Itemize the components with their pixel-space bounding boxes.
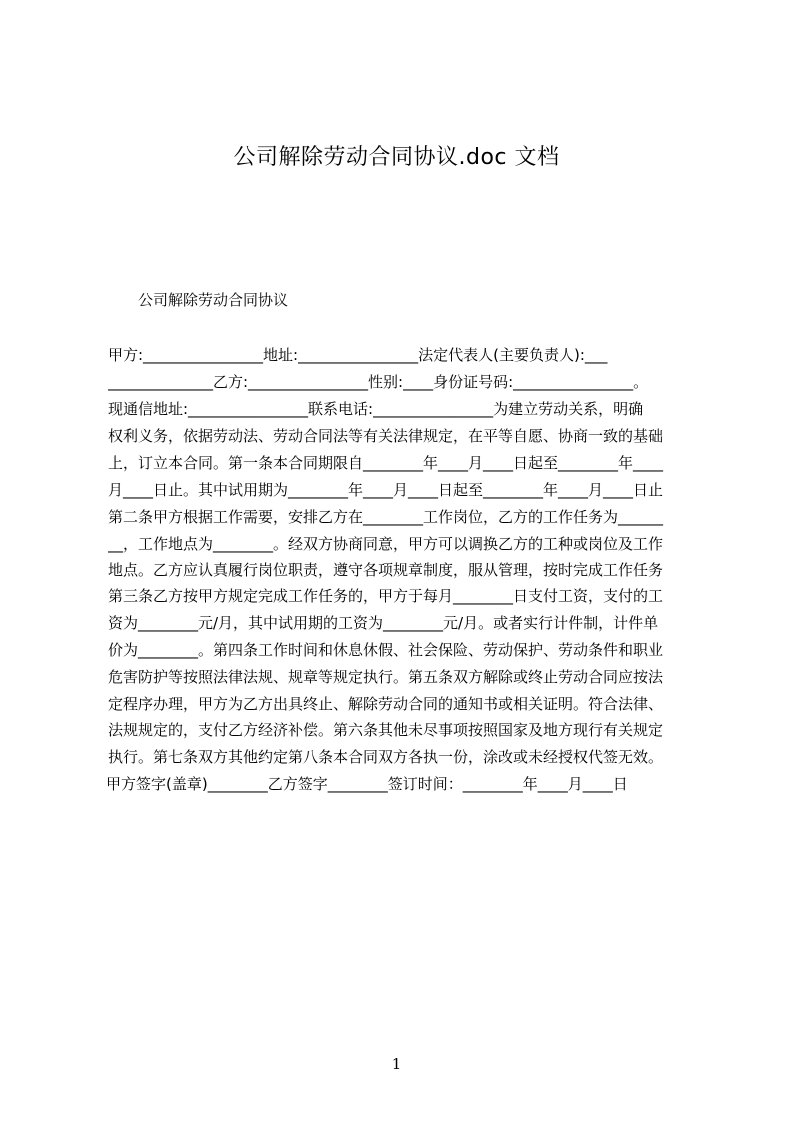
body-line: __，工作地点为________。经双方协商同意，甲方可以调换乙方的工种或岗位及工作 <box>108 535 664 553</box>
body-line: 甲方:________________地址:________________法定代表人(主要负责人):___ <box>108 346 608 364</box>
body-line: 地点。乙方应认真履行岗位职责，遵守各项规章制度，服从管理，按时完成工作任务 <box>108 561 664 579</box>
body-line: 现通信地址:________________联系电话:________________为建立劳动关系，明确 <box>108 400 644 418</box>
body-line: 定程序办理，甲方为乙方出具终止、解除劳动合同的通知书或相关证明。符合法律、 <box>108 695 664 713</box>
body-line: ______________乙方:________________性别:____身份证号码:________________。 <box>108 373 649 391</box>
page-number: 1 <box>391 1055 402 1073</box>
document-title: 公司解除劳动合同协议.doc 文档 <box>233 145 560 170</box>
signature-line: 甲方签字(盖章)________乙方签字________签订时间：________年____月____日 <box>106 775 628 793</box>
body-line: 月____日止。其中试用期为________年____月____日起至________年____月____日止 <box>108 481 664 499</box>
document-subtitle: 公司解除劳动合同协议 <box>138 291 289 309</box>
body-line: 第三条乙方按甲方规定完成工作任务的，甲方于每月________日支付工资，支付的工 <box>108 587 664 605</box>
body-line: 第二条甲方根据工作需要，安排乙方在________工作岗位，乙方的工作任务为______ <box>108 508 664 526</box>
body-line: 执行。第七条双方其他约定第八条本合同双方各执一份，涂改或未经授权代签无效。 <box>108 748 664 766</box>
body-line: 上，订立本合同。第一条本合同期限自________年____月____日起至________年____ <box>108 454 664 472</box>
body-line: 价为________。第四条工作时间和休息休假、社会保险、劳动保护、劳动条件和职业 <box>108 641 664 659</box>
body-line: 危害防护等按照法律法规、规章等规定执行。第五条双方解除或终止劳动合同应按法 <box>108 668 664 686</box>
body-line: 法规规定的，支付乙方经济补偿。第六条其他未尽事项按照国家及地方现行有关规定 <box>108 721 664 739</box>
body-line: 权利义务，依据劳动法、劳动合同法等有关法律规定，在平等自愿、协商一致的基础 <box>108 427 664 445</box>
body-line: 资为________元/月，其中试用期的工资为________元/月。或者实行计件制，计件单 <box>108 614 659 632</box>
